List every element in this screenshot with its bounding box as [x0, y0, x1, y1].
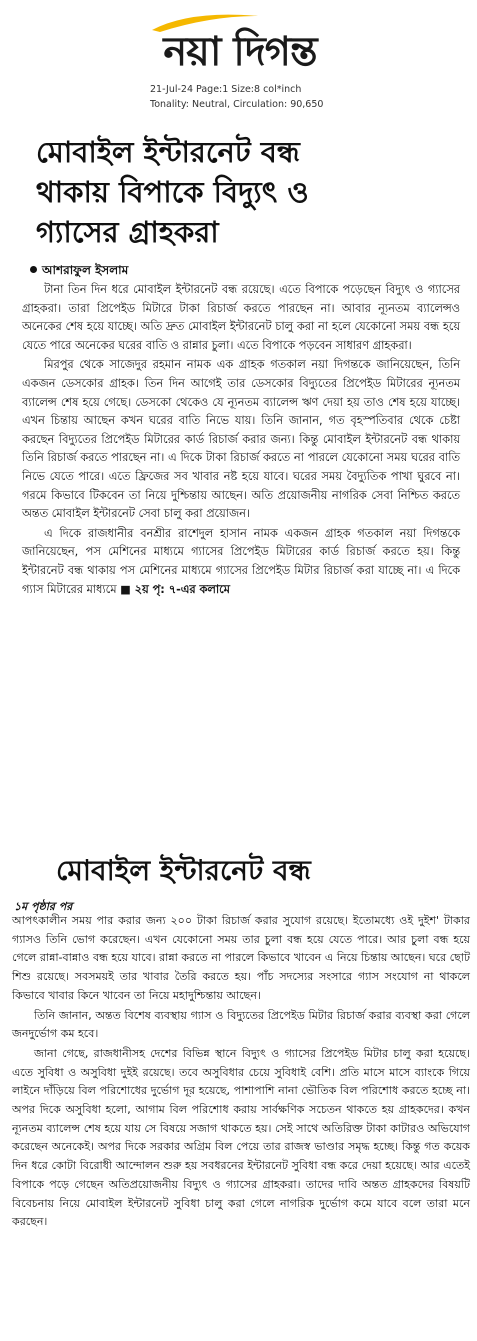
continuation-body	[12, 912, 470, 1233]
article-paragraph: মিরপুর থেকে সাজেদুর রহমান নামক এক গ্রাহক গতকাল নয়া দিগন্তকে জানিয়েছেন, তিনি একজন ডেসকোর গ্রাহক। তিন দিন আগেই তার ডেসকোর বিদ্যুতের প্রিপেইড মিটারের ন্যূনতম ব্যালেন্স শেষ হয়ে গেছে। ডেসকো থেকেও যে ন্যূনতম ব্যালেন্স ঋণ দেয়া হয় তাও শেষ হয়ে যাচ্ছে। এখন চিন্তায় আছেন কখন ঘরের বাতি নিভে যায়। তিনি জানান, গত বৃহস্পতিবার থেকে চেষ্টা করছেন বিদ্যুতের প্রিপেইড মিটারের কার্ড রিচার্জ করার জন্য। কিন্তু মোবাইল ইন্টারনেট বন্ধ থাকায় তিনি রিচার্জ করতে পারছেন না। এ দিকে টাকা রিচার্জ করতে না পারলে যেকোনো সময় ঘরের বাতি নিভে যেতে পারে। এতে ফ্রিজের সব খাবার নষ্ট হয়ে যাবে। ঘরের সময় বৈদ্যুতিক পাখা ঘুরবে না। গরমে কিভাবে টিকবেন তা নিয়ে দুশ্চিন্তায় আছেন। অতি প্রয়োজনীয় নাগরিক সেবা নিশ্চিত করতে অন্তত মোবাইল ইন্টারনেট সেবা চালু করা প্রয়োজন।	[22, 358, 460, 521]
headline-line: থাকায় বিপাকে বিদ্যুৎ ও	[36, 175, 309, 209]
continuation-paragraph: আপৎকালীন সময় পার করার জন্য ২০০ টাকা রিচার্জ করার সুযোগ রয়েছে। ইতোমধ্যে ওই দুইশ' টাকার গ্যাসও তিনি ভোগ করেছেন। এখন যেকোনো সময় তার চুলা বন্ধ হয়ে যেতে পারে। আর চুলা বন্ধ হয়ে গেলে রান্না-বান্নাও বন্ধ হয়ে যাবে। রান্না করতে না পারলে কিভাবে খাবেন এ নিয়ে চিন্তায় আছেন। ঘরে ছোট শিশু রয়েছে। সবসময়ই তার খাবার তৈরি করতে হয়। পাঁচ সদস্যের সংসারে গ্যাস সংযোগ না থাকলে কিভাবে খাবার কিনে খাবেন তা নিয়ে মহাদুশ্চিন্তায় আছেন।	[12, 914, 470, 1002]
bullet-icon	[30, 266, 37, 273]
article-body	[22, 281, 460, 600]
newspaper-logo: নয়া দিগন্ত	[163, 29, 317, 75]
article-paragraph: টানা তিন দিন ধরে মোবাইল ইন্টারনেট বন্ধ রয়েছে। এতে বিপাকে পড়েছেন বিদ্যুৎ ও গ্যাসের গ্রাহকরা। তারা প্রিপেইড মিটারে টাকা রিচার্জ করতে পারছেন না। আবার ন্যূনতম ব্যালেন্সও অনেকের শেষ হয়ে যাচ্ছে। অতি দ্রুত মোবাইল ইন্টারনেট চালু করা না হলে যেকোনো সময় বন্ধ হয়ে যেতে পারে অনেকের ঘরের বাতি ও রান্নার চুলা। এতে বিপাকে পড়বেন সাধারণ গ্রাহকরা।	[22, 283, 460, 352]
continuation-paragraph: তিনি জানান, অন্তত বিশেষ ব্যবস্থায় গ্যাস ও বিদ্যুতের প্রিপেইড মিটার রিচার্জ করার ব্যবস্থা করা গেলে জনদুর্ভোগ কম হবে।	[12, 1008, 470, 1041]
headline-line: মোবাইল ইন্টারনেট বন্ধ	[36, 135, 300, 169]
clipping-meta-date: 21-Jul-24 Page:1 Size:8 col*inch	[150, 84, 302, 95]
continued-jump-link: ■ ২য় পৃ: ৭-এর কলামে	[120, 582, 230, 596]
headline-line: গ্যাসের গ্রাহকরা	[36, 215, 219, 249]
article-paragraph-text: এ দিকে রাজধানীর বনশ্রীর রাশেদুল হাসান নামক একজন গ্রাহক গতকাল নয়া দিগন্তকে জানিয়েছেন, পস মেশিনের মাধ্যমে গ্যাসের প্রিপেইড মিটারের কার্ড রিচার্জ করতে হয়। কিন্তু ইন্টারনেট বন্ধ থাকায় পস মেশিনের মাধ্যমে গ্যাসের প্রিপেইড মিটার রিচার্জ করা যাচ্ছে না। এ দিকে গ্যাস মিটারের মাধ্যমে	[22, 526, 460, 596]
continuation-paragraph: জানা গেছে, রাজধানীসহ দেশের বিভিন্ন স্থানে বিদ্যুৎ ও গ্যাসের প্রিপেইড মিটার চালু করা হয়েছে। এতে সুবিধা ও অসুবিধা দুইই রয়েছে। তবে অসুবিধার চেয়ে সুবিধাই বেশি। প্রতি মাসে মাসে ব্যাংকে গিয়ে লাইনে দাঁড়িয়ে বিল পরিশোধের দুর্ভোগ দূর হয়েছে, পাশাপাশি নানা ভৌতিক বিল পরিশোধ করতে হচ্ছে না। অপর দিকে অসুবিধা হলো, আগাম বিল পরিশোধ করায় সার্বক্ষণিক সচেতন থাকতে হয় গ্রাহকদের। কখন ন্যূনতম ব্যালেন্স শেষ হয়ে যায় সে বিষয়ে সজাগ থাকতে হয়। সেই সাথে অতিরিক্ত টাকা কাটারও অভিযোগ করেছেন অনেকেই। অপর দিকে সরকার অগ্রিম বিল পেয়ে তার রাজস্ব ভাণ্ডার সমৃদ্ধ হচ্ছে। কিন্তু গত কয়েক দিন ধরে কোটা বিরোধী আন্দোলন শুরু হয় সবধরনের ইন্টারনেট সুবিধা বন্ধ করে দেয়া হয়েছে। আর এতেই বিপাকে পড়ে গেছেন অতিপ্রয়োজনীয় বিদ্যুৎ ও গ্যাসের গ্রাহকরা। তাদের দাবি অন্তত গ্রাহকদের বিষয়টি বিবেচনায় নিয়ে মোবাইল ইন্টারনেট সুবিধা চালু করা গেলে নাগরিক দুর্ভোগ কমে যাবে বলে তারা মনে করছেন।	[12, 1046, 471, 1229]
clipping-meta-tonality: Tonality: Neutral, Circulation: 90,650	[150, 99, 324, 110]
continued-from-label: ১ম পৃষ্ঠার পর	[14, 900, 73, 913]
byline	[30, 262, 128, 282]
byline-author: আশরাফুল ইসলাম	[42, 263, 129, 277]
article-paragraph	[22, 525, 460, 599]
article-headline	[36, 132, 396, 252]
masthead	[0, 0, 477, 110]
continuation-headline: মোবাইল ইন্টারনেট বন্ধ	[56, 854, 311, 887]
